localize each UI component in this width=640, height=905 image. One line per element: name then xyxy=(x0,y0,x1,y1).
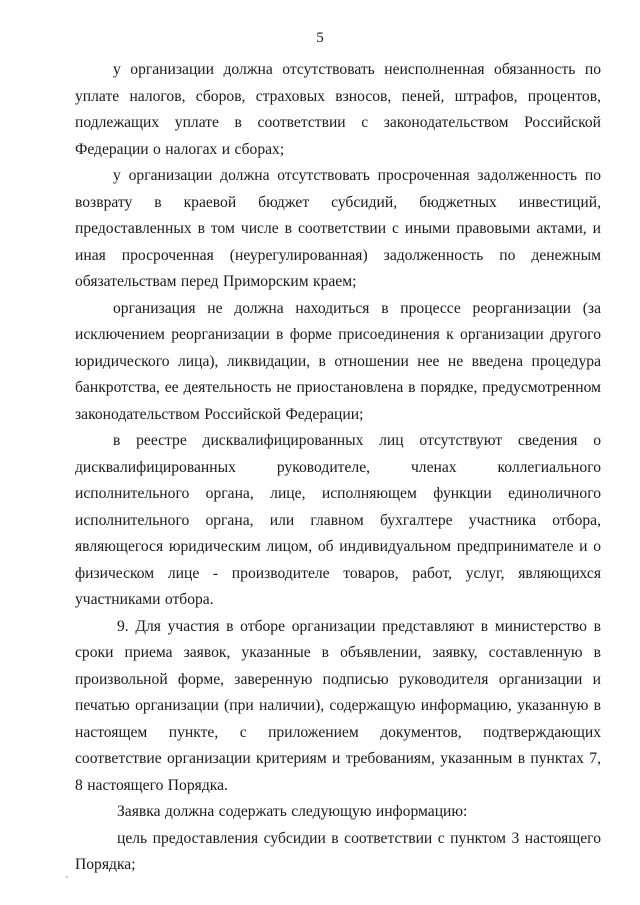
paragraph-tax-obligations: у организации должна отсутствовать неисполненная обязанность по уплате налогов, сборов, страховых взносов, пеней, штрафов, процентов, подлежащих уплате в соответствии с законодательством Российской Федерации о налогах и сборах; xyxy=(75,61,601,158)
paragraph-reorganization: организация не должна находиться в процессе реорганизации (за исключением реорганизации в форме присоединения к организации другого юридического лица), ликвидации, в отношении нее не введена процедура банкротства, ее деятельность не приостановлена в порядке, предусмотренном законодательством Российской Федерации; xyxy=(75,299,601,423)
document-body xyxy=(75,57,601,879)
paragraph-overdue-debt: у организации должна отсутствовать просроченная задолженность по возврату в краевой бюджет субсидий, бюджетных инвестиций, предоставленных в том числе в соответствии с иными правовыми актами, и иная просроченная (неурегулированная) задолженность по денежным обязательствам перед Приморским краем; xyxy=(75,167,601,290)
scan-speck xyxy=(66,876,68,878)
page-number: 5 xyxy=(316,30,324,46)
paragraph-disqualified-registry: в реестре дисквалифицированных лиц отсутствуют сведения о дисквалифицированных руководителе, членах коллегиального исполнительного органа, лице, исполняющем функции единоличного исполнительного органа, или главном бухгалтере участника отбора, являющегося юридическим лицом, об индивидуальном предпринимателе и о физическом лице - производителе товаров, работ, услуг, являющихся участниками отбора. xyxy=(75,432,601,608)
paragraph-subsidy-purpose: цель предоставления субсидии в соответствии с пунктом 3 настоящего Порядка; xyxy=(75,829,601,873)
paragraph-item-9-application: 9. Для участия в отборе организации представляют в министерство в сроки приема заявок, указанные в объявлении, заявку, составленную в произвольной форме, заверенную подписью руководителя организации и печатью организации (при наличии), содержащую информацию, указанную в настоящем пункте, с приложением документов, подтверждающих соответствие организации критериям и требованиям, указанным в пунктах 7, 8 настоящего Порядка. xyxy=(75,617,601,794)
paragraph-application-contents: Заявка должна содержать следующую информацию: xyxy=(117,803,468,820)
